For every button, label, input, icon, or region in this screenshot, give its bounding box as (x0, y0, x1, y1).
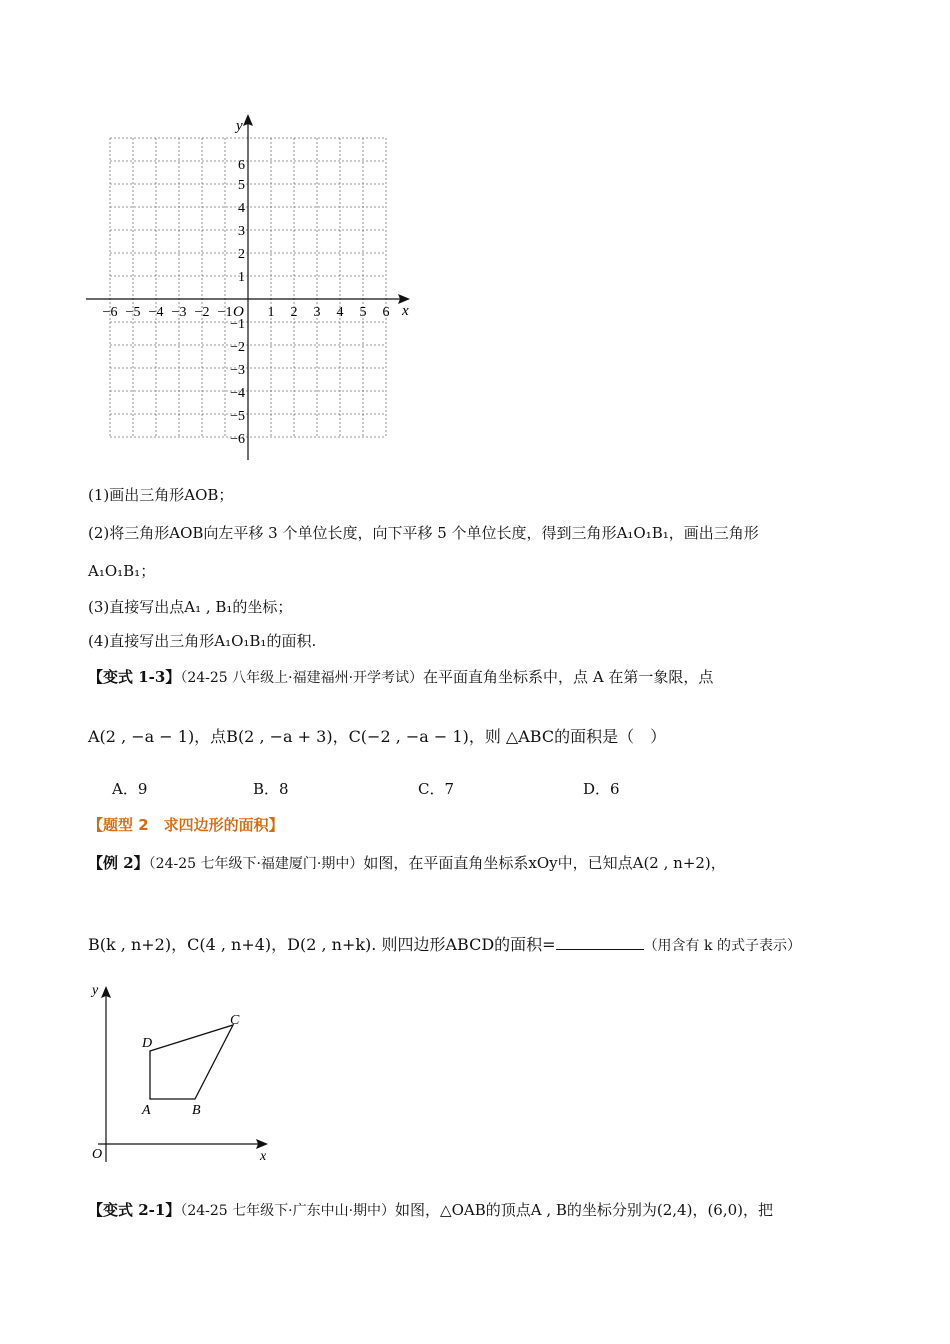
example-2-header (88, 852, 726, 873)
example-label: 【例 2】 (88, 854, 149, 872)
variant-2-1 (88, 1199, 773, 1220)
x-tick: −5 (125, 305, 141, 320)
example-2-formula (88, 932, 801, 955)
variant-source: （24-25 八年级上·福建福州·开学考试） (180, 670, 424, 686)
choice-c: C．7 (418, 780, 455, 798)
y-tick: −1 (230, 317, 245, 332)
x-tick: 5 (359, 305, 367, 320)
question-2-line-2: A₁O₁B₁； (88, 562, 156, 580)
choice-a: A．9 (112, 780, 148, 798)
choice-b: B．8 (253, 780, 289, 798)
variant-label: 【变式 2-1】 (88, 1201, 181, 1219)
x-tick: 6 (382, 305, 390, 320)
x-tick: 1 (267, 305, 275, 320)
point-label-b: B (192, 1103, 201, 1118)
answer-blank[interactable] (556, 935, 644, 950)
variant-text: 如图，△OAB的顶点A , B的坐标分别为(2,4)，(6,0)，把 (395, 1201, 774, 1219)
variant-text: 在平面直角坐标系中，点 A 在第一象限，点 (423, 668, 714, 686)
variant-1-3-header (88, 666, 713, 687)
x-tick: −4 (148, 305, 164, 320)
point-label-a: A (142, 1103, 151, 1118)
origin-label: O (92, 1147, 103, 1162)
x-tick: −6 (102, 305, 118, 320)
coordinate-grid-figure (80, 110, 420, 470)
y-tick: 6 (238, 158, 245, 173)
y-tick: −5 (230, 409, 245, 424)
y-axis-label: y (236, 118, 243, 134)
question-3: (3)直接写出点A₁ , B₁的坐标； (88, 598, 293, 616)
x-tick: 3 (313, 305, 321, 320)
y-tick: 5 (238, 178, 245, 193)
x-tick: 4 (336, 305, 344, 320)
y-tick: −6 (230, 432, 245, 447)
y-tick: 4 (238, 201, 245, 216)
x-tick: −2 (194, 305, 210, 320)
choice-d: D．6 (583, 780, 620, 798)
variant-source: （24-25 七年级下·广东中山·期中） (180, 1203, 396, 1219)
y-tick: 3 (238, 224, 245, 239)
y-tick: −3 (230, 363, 245, 378)
x-tick: −1 (217, 305, 233, 320)
x-axis-label: x (402, 303, 409, 319)
x-tick: 2 (290, 305, 298, 320)
origin-label: O (233, 304, 244, 320)
variant-label: 【变式 1-3】 (88, 668, 181, 686)
question-4: (4)直接写出三角形A₁O₁B₁的面积. (88, 632, 317, 650)
quadrilateral-abcd (150, 1025, 233, 1099)
variant-1-3-formula: A(2 , −a − 1)，点B(2 , −a + 3)，C(−2 , −a − 1)，则 △ABC的面积是（ ） (88, 727, 667, 746)
x-axis-label: x (260, 1149, 267, 1164)
question-2-line-1: (2)将三角形AOB向左平移 3 个单位长度，向下平移 5 个单位长度，得到三角形A₁O₁B₁，画出三角形 (88, 524, 759, 542)
example-hint: （用含有 k 的式子表示） (643, 938, 801, 954)
example-source: （24-25 七年级下·福建厦门·期中） (148, 856, 364, 872)
question-1: (1)画出三角形AOB； (88, 486, 234, 504)
example-formula-text: B(k , n+2)，C(4 , n+4)，D(2 , n+k). 则四边形ABCD的面积= (88, 935, 556, 954)
quadrilateral-figure (80, 976, 290, 1172)
x-tick-labels (103, 305, 390, 320)
point-label-c: C (230, 1013, 240, 1028)
y-tick: −2 (230, 340, 245, 355)
y-tick: −4 (230, 386, 245, 401)
y-axis-label: y (92, 983, 99, 998)
y-tick-labels (230, 158, 245, 447)
y-tick: 1 (238, 270, 245, 285)
example-text: 如图，在平面直角坐标系xOy中，已知点A(2 , n+2)， (363, 854, 726, 872)
x-tick: −3 (171, 305, 187, 320)
section-2-title: 【题型 2 求四边形的面积】 (88, 816, 284, 834)
point-label-d: D (142, 1036, 153, 1051)
y-tick: 2 (238, 247, 245, 262)
